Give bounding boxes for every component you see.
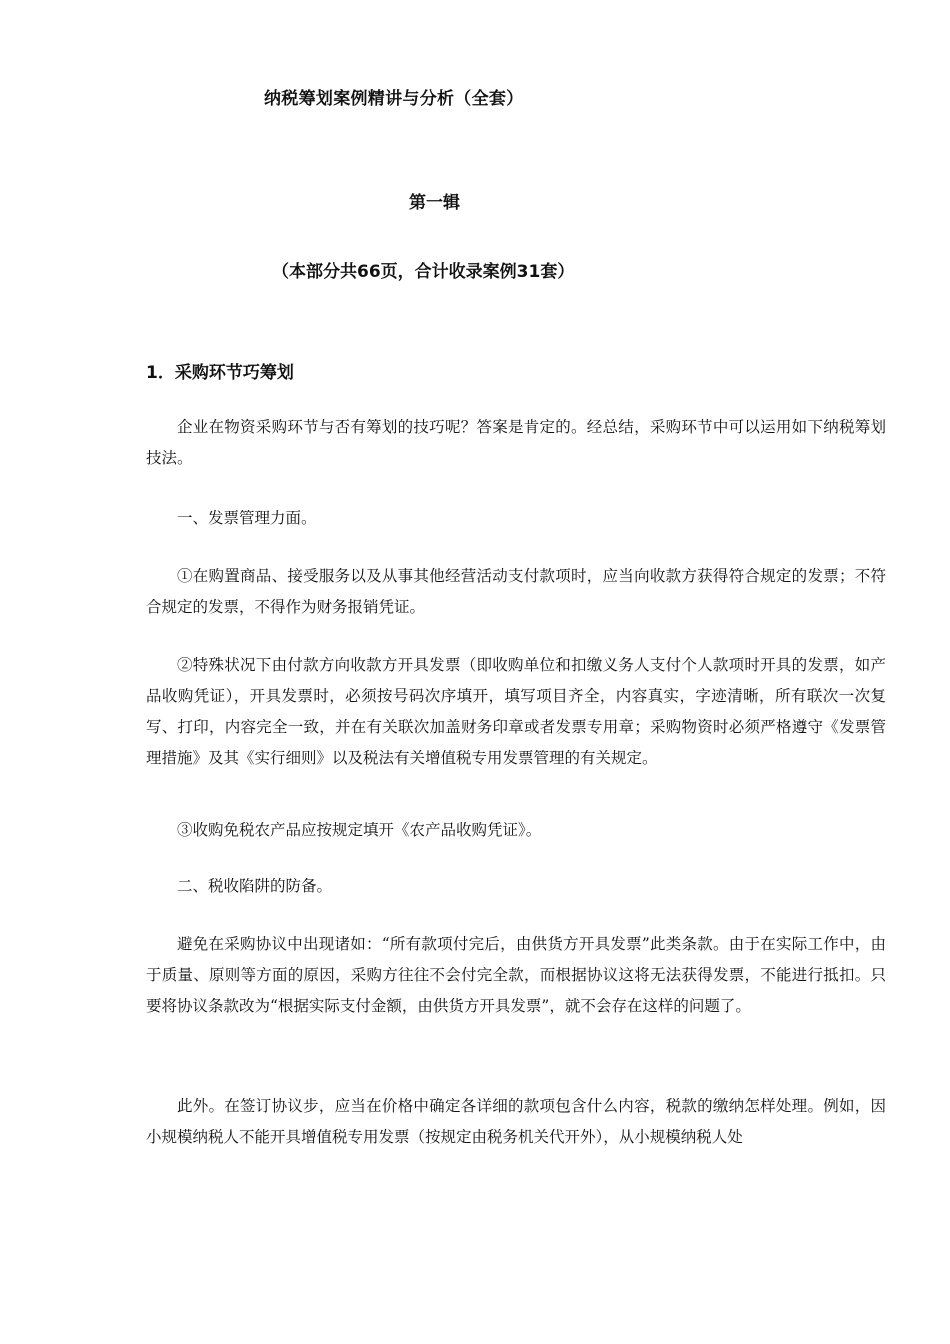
paragraph-trap-heading: 二、税收陷阱的防备。 [177,877,333,895]
paragraph-additional: 此外。在签订协议步，应当在价格中确定各详细的款项包含什么内容，税款的缴纳怎样处理。例如，因小规模纳税人不能开具增值税专用发票（按规定由税务机关代开外），从小规模纳税人处 [146,1097,886,1146]
paragraph-item-3: ③收购免税农产品应按规定填开《农产品收购凭证》。 [177,821,542,839]
paragraph-item-1: ①在购置商品、接受服务以及从事其他经营活动支付款项时，应当向收款方获得符合规定的发票；不符合规定的发票，不得作为财务报销凭证。 [146,567,886,616]
section-heading: 1．采购环节巧筹划 [146,363,294,383]
paragraph-invoice-heading: 一、发票管理力面。 [177,509,317,527]
document-title: 纳税筹划案例精讲与分析（全套） [264,89,524,109]
paragraph-item-2: ②特殊状况下由付款方向收款方开具发票（即收购单位和扣缴义务人支付个人款项时开具的发票，如产品收购凭证），开具发票时，必须按号码次序填开，填写项目齐全，内容真实，字迹清晰，所有联次一次复写、打印，内容完全一致，并在有关联次加盖财务印章或者发票专用章；采购物资时必须严格遵守《发票管理措施》及其《实行细则》以及税法有关增值税专用发票管理的有关规定。 [146,656,886,767]
paragraph-intro: 企业在物资采购环节与否有筹划的技巧呢？答案是肯定的。经总结，采购环节中可以运用如下纳税筹划技法。 [146,418,886,467]
paragraph-trap-detail: 避免在采购协议中出现诸如：“所有款项付完后，由供货方开具发票”此类条款。由于在实际工作中，由于质量、原则等方面的原因，采购方往往不会付完全款，而根据协议这将无法获得发票，不能进行抵扣。只要将协议条款改为“根据实际支付金额，由供货方开具发票”，就不会存在这样的问题了。 [146,935,886,1015]
volume-note: （本部分共66页，合计收录案例31套） [272,262,575,282]
volume-title: 第一辑 [409,193,460,213]
